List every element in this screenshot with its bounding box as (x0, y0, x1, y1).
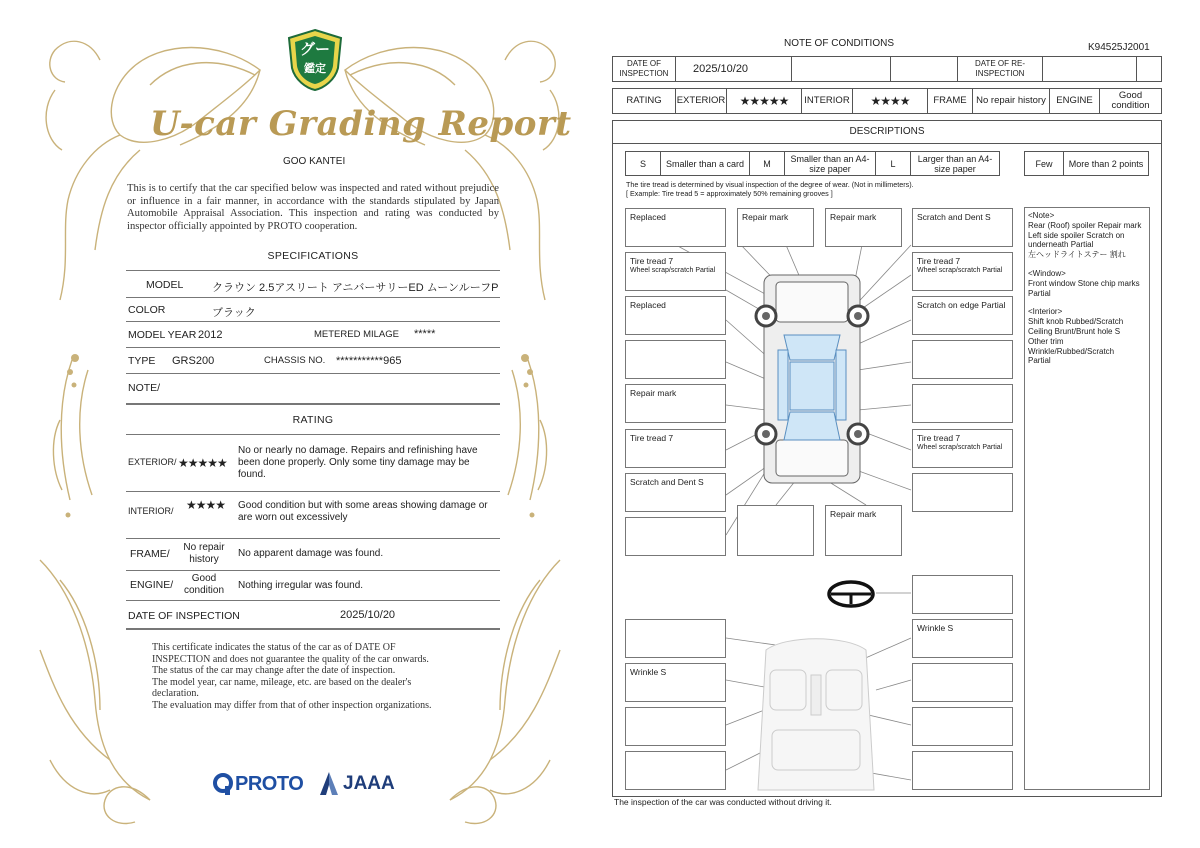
footer-line: INSPECTION and does not guarantee the quality of the car onwards. (152, 653, 429, 665)
exterior-stars: ★★★★★ (178, 456, 227, 470)
damage-box-rear-center-left (737, 505, 814, 556)
goo-kantei-badge (286, 28, 344, 92)
specifications-heading: SPECIFICATIONS (267, 250, 359, 262)
damage-box-left-rear-tire: Tire tread 7 (625, 429, 726, 468)
reinspection-label: DATE OF RE-INSPECTION (957, 56, 1043, 82)
damage-box-interior-7 (625, 751, 726, 790)
damage-box-left-fender: Replaced (625, 296, 726, 335)
damage-box-left-door-front (625, 340, 726, 379)
date-of-inspection-value: 2025/10/20 (340, 609, 396, 621)
noc-doc-id: K94525J2001 (1088, 42, 1150, 53)
footer-line: declaration. (152, 688, 199, 700)
damage-box-interior-1 (625, 619, 726, 658)
spec-row-note (126, 373, 500, 405)
rating-label: RATING (612, 88, 676, 114)
date-of-inspection-value: 2025/10/20 (675, 56, 792, 82)
model-year-label: MODEL YEAR (128, 329, 197, 341)
frame-value: No repair history (972, 88, 1050, 114)
box-subtext: Wheel scrap/scratch Partial (917, 267, 1003, 274)
legend-m-desc: Smaller than an A4-size paper (784, 151, 876, 176)
spec-row-model (126, 270, 500, 298)
damage-box-left-quarter: Scratch and Dent S (625, 473, 726, 512)
note-item: Left side spoiler Scratch on underneath Partial (1028, 230, 1125, 250)
noc-footer: The inspection of the car was conducted without driving it. (614, 797, 832, 807)
metered-value: ***** (414, 328, 436, 340)
damage-box-front-left: Replaced (625, 208, 726, 247)
notes-heading: <Note> (1028, 211, 1055, 220)
exterior-label: EXTERIOR (675, 88, 727, 114)
legend-s: S (625, 151, 661, 176)
damage-box-left-door-rear: Repair mark (625, 384, 726, 423)
damage-box-right-door-rear (912, 384, 1013, 423)
engine-value: Good condition (183, 573, 225, 596)
rating-row-date (126, 600, 500, 630)
interior-label: INTERIOR (801, 88, 853, 114)
legend-s-desc: Smaller than a card (660, 151, 750, 176)
spec-row-type (126, 347, 500, 374)
certificate-subtitle: GOO KANTEI (283, 156, 346, 167)
damage-box-steering (912, 575, 1013, 614)
type-value: GRS200 (172, 355, 215, 367)
metered-label: METERED MILAGE (314, 329, 399, 340)
notes-heading: <Interior> (1028, 307, 1063, 317)
damage-box-interior-2: Wrinkle S (912, 619, 1013, 658)
engine-value: Good condition (1099, 88, 1162, 114)
descriptions-heading: DESCRIPTIONS (612, 120, 1162, 144)
legend-few: Few (1024, 151, 1064, 176)
damage-box-interior-3: Wrinkle S (625, 663, 726, 702)
jaaa-logo-text: JAAA (343, 773, 395, 794)
chassis-value: ***********965 (336, 355, 402, 367)
frame-label: FRAME (927, 88, 973, 114)
notes-heading: <Window> (1028, 268, 1066, 278)
color-label: COLOR (128, 304, 166, 316)
chassis-label: CHASSIS NO. (264, 355, 326, 366)
interior-stars: ★★★★ (852, 88, 928, 114)
frame-label: FRAME/ (130, 548, 170, 560)
note-item: Partial (1028, 356, 1051, 366)
tread-note-line-2: [ Example: Tire tread 5 = approximately 50% remaining grooves ] (626, 189, 833, 198)
badge-bottom-text: 鑑定 (304, 63, 326, 75)
footer-line: This certificate indicates the status of the car as of DATE OF (152, 642, 396, 653)
note-label: NOTE/ (128, 382, 161, 394)
color-value: ブラック (212, 307, 256, 319)
damage-box-front-center-left: Repair mark (737, 208, 814, 247)
model-label: MODEL (146, 279, 184, 291)
note-item: Rear (Roof) spoiler Repair mark (1028, 220, 1142, 230)
footer-line: The status of the car may change after the date of inspection. (152, 665, 396, 677)
proto-logo (212, 770, 303, 798)
note-of-conditions (606, 0, 1200, 848)
engine-label: ENGINE/ (130, 579, 174, 591)
exterior-stars: ★★★★★ (726, 88, 802, 114)
damage-box-interior-5 (625, 707, 726, 746)
damage-box-front-center-right: Repair mark (825, 208, 902, 247)
legend-m: M (749, 151, 785, 176)
interior-stars: ★★★★ (186, 498, 226, 512)
date-of-inspection-label: DATE OF INSPECTION (612, 56, 676, 82)
note-item: Shift knob Rubbed/Scratch (1028, 317, 1124, 327)
note-item: Other trim (1028, 336, 1064, 346)
legend-few-desc: More than 2 points (1063, 151, 1149, 176)
frame-description: No apparent damage was found. (238, 548, 384, 559)
certificate-title: U-car Grading Report (150, 104, 572, 144)
interior-label: INTERIOR/ (128, 506, 174, 516)
steering-wheel-icon (829, 582, 873, 606)
tread-note-line-1: The tire tread is determined by visual inspection of the degree of wear. (Not in millimeters). (626, 180, 914, 189)
certificate-intro: This is to certify that the car specified below was inspected and rated without prejudice or influence in a fair manner, in accordance with the standards stipulated by Japan Automobile Appraisal Association. This inspection and rating was conducted by inspector officially appointed by PROTO cooperation. (127, 183, 499, 232)
note-item: Ceiling Brunt/Brunt hole S (1028, 326, 1121, 336)
model-year-value: 2012 (198, 329, 223, 341)
noc-title: NOTE OF CONDITIONS (784, 38, 894, 49)
rating-row-interior (126, 490, 500, 539)
spec-row-color (126, 296, 500, 322)
frame-value: No repair history (183, 542, 225, 565)
note-item: Wrinkle/Rubbed/Scratch (1028, 346, 1115, 356)
note-item: Front window Stone chip marks Partial (1028, 278, 1140, 298)
damage-box-right-front-tire: Tire tread 7 Wheel scrap/scratch Partial (912, 252, 1013, 291)
damage-box-rear-left (625, 517, 726, 556)
proto-logo-text: PROTO (235, 772, 304, 795)
damage-box-interior-8 (912, 751, 1013, 790)
damage-box-right-quarter (912, 473, 1013, 512)
legend-l: L (875, 151, 911, 176)
rating-row-engine (126, 570, 500, 601)
damage-box-left-front-tire: Tire tread 7 Wheel scrap/scratch Partial (625, 252, 726, 291)
jaaa-logo (318, 770, 395, 798)
date-of-inspection-label: DATE OF INSPECTION (128, 610, 240, 622)
damage-box-rear-center-right: Repair mark (825, 505, 902, 556)
note-item: 左ヘッドライトステー 割れ (1028, 250, 1126, 260)
damage-box-interior-6 (912, 707, 1013, 746)
engine-label: ENGINE (1049, 88, 1100, 114)
box-subtext: Wheel scrap/scratch Partial (630, 267, 716, 274)
rating-row-frame (126, 538, 500, 571)
damage-box-right-door-front (912, 340, 1013, 379)
damage-box-front-right: Scratch and Dent S (912, 208, 1013, 247)
proto-mark-icon (212, 772, 234, 796)
damage-box-right-fender: Scratch on edge Partial (912, 296, 1013, 335)
rating-row-exterior (126, 434, 500, 492)
interior-description: Good condition but with some areas showing damage or are worn out excessively (238, 500, 488, 523)
engine-description: Nothing irregular was found. (238, 580, 364, 591)
jaaa-mark-icon (318, 771, 340, 797)
footer-line: The model year, car name, mileage, etc. are based on the dealer's (152, 676, 412, 688)
exterior-label: EXTERIOR/ (128, 457, 177, 467)
footer-line: The evaluation may differ from that of other inspection organizations. (152, 699, 432, 711)
box-subtext: Wheel scrap/scratch Partial (917, 444, 1003, 451)
certificate-footer (152, 642, 482, 712)
notes-panel (1024, 207, 1150, 790)
damage-box-interior-4 (912, 663, 1013, 702)
type-label: TYPE (128, 355, 156, 367)
rating-heading: RATING (292, 414, 334, 426)
damage-box-right-rear-tire: Tire tread 7 Wheel scrap/scratch Partial (912, 429, 1013, 468)
legend-l-desc: Larger than an A4-size paper (910, 151, 1000, 176)
model-value: クラウン 2.5アスリート アニバーサリーED ムーンルーフP (212, 282, 499, 294)
exterior-description: No or nearly no damage. Repairs and refinishing have been done properly. Only some tiny damage may be found. (238, 445, 478, 480)
spec-row-model-year (126, 321, 500, 348)
badge-top-text: グー (299, 41, 330, 58)
